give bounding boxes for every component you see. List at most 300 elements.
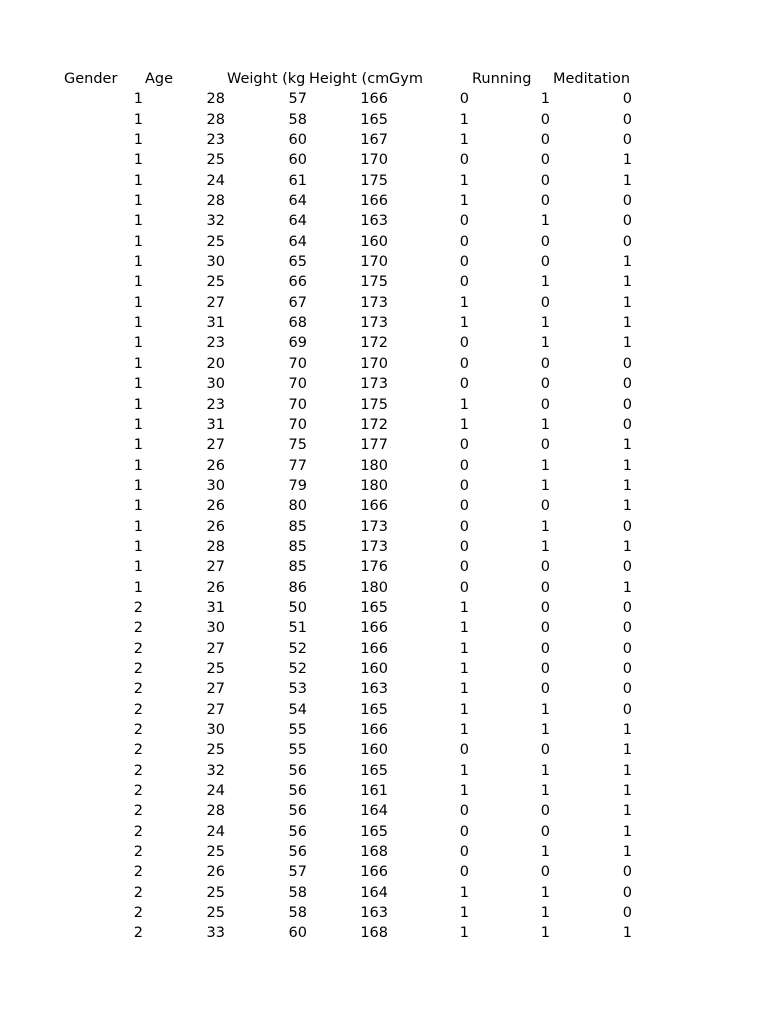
table-row: [0, 293, 768, 313]
table-cell-gender: 1: [133, 315, 143, 332]
table-cell-weight: 70: [288, 376, 307, 393]
table-cell-age: 28: [206, 538, 225, 555]
table-cell-meditation: 1: [622, 823, 632, 840]
table-row: [0, 476, 768, 496]
table-cell-meditation: 0: [622, 884, 632, 901]
column-header-height: Height (cm: [309, 71, 389, 87]
table-cell-meditation: 1: [622, 498, 632, 515]
table-cell-gym: 1: [459, 315, 469, 332]
table-cell-gym: 0: [459, 274, 469, 291]
table-cell-gym: 1: [459, 111, 469, 128]
table-cell-running: 1: [540, 701, 550, 718]
table-cell-meditation: 1: [622, 762, 632, 779]
table-cell-running: 1: [540, 416, 550, 433]
table-row: [0, 923, 768, 943]
table-cell-gender: 1: [133, 416, 143, 433]
table-cell-age: 25: [206, 844, 225, 861]
table-cell-age: 25: [206, 905, 225, 922]
table-cell-weight: 68: [288, 315, 307, 332]
table-cell-age: 28: [206, 193, 225, 210]
table-body: [0, 89, 768, 943]
table-cell-gender: 1: [133, 579, 143, 596]
table-cell-running: 1: [540, 762, 550, 779]
table-row: [0, 862, 768, 882]
table-cell-height: 173: [360, 294, 388, 311]
table-cell-meditation: 0: [622, 355, 632, 372]
table-row: [0, 598, 768, 618]
table-cell-age: 23: [206, 132, 225, 149]
table-row: [0, 313, 768, 333]
table-cell-gender: 1: [133, 538, 143, 555]
table-cell-running: 0: [540, 559, 550, 576]
table-cell-gym: 1: [459, 294, 469, 311]
table-cell-gym: 0: [459, 579, 469, 596]
table-cell-running: 1: [540, 315, 550, 332]
column-header-running: Running: [472, 71, 532, 87]
table-cell-gym: 1: [459, 599, 469, 616]
table-cell-height: 166: [360, 193, 388, 210]
table-cell-height: 161: [360, 783, 388, 800]
table-cell-meditation: 1: [622, 783, 632, 800]
table-cell-weight: 58: [288, 111, 307, 128]
table-cell-weight: 50: [288, 599, 307, 616]
table-row: [0, 333, 768, 353]
table-cell-meditation: 0: [622, 416, 632, 433]
table-row: [0, 659, 768, 679]
table-cell-gym: 0: [459, 213, 469, 230]
table-cell-gym: 0: [459, 335, 469, 352]
table-row: [0, 781, 768, 801]
table-cell-age: 25: [206, 884, 225, 901]
table-cell-meditation: 0: [622, 193, 632, 210]
table-row: [0, 191, 768, 211]
table-cell-running: 0: [540, 579, 550, 596]
table-cell-height: 168: [360, 844, 388, 861]
table-row: [0, 232, 768, 252]
table-row: [0, 171, 768, 191]
table-cell-running: 0: [540, 681, 550, 698]
table-cell-gender: 1: [133, 559, 143, 576]
table-cell-height: 173: [360, 376, 388, 393]
table-cell-gym: 1: [459, 132, 469, 149]
table-cell-gender: 2: [133, 660, 143, 677]
table-cell-running: 1: [540, 335, 550, 352]
table-cell-weight: 60: [288, 132, 307, 149]
table-row: [0, 537, 768, 557]
table-cell-height: 172: [360, 335, 388, 352]
table-cell-running: 1: [540, 91, 550, 108]
table-cell-height: 172: [360, 416, 388, 433]
table-cell-gender: 1: [133, 193, 143, 210]
table-cell-age: 25: [206, 233, 225, 250]
table-cell-meditation: 0: [622, 396, 632, 413]
table-cell-running: 0: [540, 742, 550, 759]
table-cell-meditation: 0: [622, 518, 632, 535]
table-cell-height: 173: [360, 315, 388, 332]
table-cell-gym: 1: [459, 416, 469, 433]
table-cell-height: 177: [360, 437, 388, 454]
table-cell-height: 160: [360, 660, 388, 677]
table-cell-age: 23: [206, 396, 225, 413]
table-row: [0, 496, 768, 516]
table-cell-age: 30: [206, 376, 225, 393]
table-row: [0, 150, 768, 170]
table-cell-height: 166: [360, 91, 388, 108]
table-cell-gym: 0: [459, 538, 469, 555]
table-cell-gym: 0: [459, 518, 469, 535]
table-cell-weight: 65: [288, 254, 307, 271]
table-cell-age: 31: [206, 416, 225, 433]
table-cell-gym: 0: [459, 254, 469, 271]
table-cell-meditation: 0: [622, 701, 632, 718]
table-cell-gender: 1: [133, 91, 143, 108]
table-row: [0, 761, 768, 781]
table-cell-gym: 1: [459, 762, 469, 779]
table-cell-height: 163: [360, 213, 388, 230]
table-cell-gym: 1: [459, 681, 469, 698]
table-cell-meditation: 1: [622, 457, 632, 474]
table-cell-running: 1: [540, 457, 550, 474]
table-cell-meditation: 1: [622, 274, 632, 291]
table-cell-weight: 55: [288, 742, 307, 759]
table-cell-gym: 1: [459, 783, 469, 800]
table-cell-height: 167: [360, 132, 388, 149]
table-row: [0, 883, 768, 903]
table-cell-gender: 2: [133, 640, 143, 657]
table-cell-gym: 1: [459, 193, 469, 210]
table-cell-meditation: 0: [622, 660, 632, 677]
table-cell-running: 0: [540, 864, 550, 881]
table-cell-age: 28: [206, 91, 225, 108]
table-cell-age: 30: [206, 722, 225, 738]
table-cell-meditation: 0: [622, 132, 632, 149]
table-cell-running: 0: [540, 132, 550, 149]
table-cell-age: 20: [206, 355, 225, 372]
table-cell-age: 28: [206, 803, 225, 820]
table-cell-meditation: 0: [622, 213, 632, 230]
table-cell-age: 26: [206, 579, 225, 596]
header-row: [0, 69, 768, 89]
table-cell-gym: 0: [459, 233, 469, 250]
table-cell-weight: 64: [288, 213, 307, 230]
table-cell-running: 1: [540, 844, 550, 861]
table-cell-weight: 86: [288, 579, 307, 596]
table-cell-gym: 0: [459, 823, 469, 840]
table-cell-meditation: 1: [622, 803, 632, 820]
table-cell-running: 0: [540, 599, 550, 616]
table-cell-age: 27: [206, 437, 225, 454]
table-cell-height: 165: [360, 762, 388, 779]
table-cell-height: 176: [360, 559, 388, 576]
table-cell-weight: 79: [288, 477, 307, 494]
table-cell-age: 30: [206, 620, 225, 637]
table-cell-height: 165: [360, 111, 388, 128]
table-cell-height: 165: [360, 823, 388, 840]
column-header-meditation: Meditation: [553, 71, 631, 87]
table-cell-gender: 2: [133, 599, 143, 616]
table-cell-age: 27: [206, 559, 225, 576]
table-cell-gender: 2: [133, 905, 143, 922]
table-cell-height: 180: [360, 477, 388, 494]
table-cell-gym: 0: [459, 498, 469, 515]
table-cell-height: 173: [360, 518, 388, 535]
table-cell-weight: 52: [288, 640, 307, 657]
table-cell-weight: 56: [288, 762, 307, 779]
table-cell-gender: 1: [133, 477, 143, 494]
table-cell-weight: 54: [288, 701, 307, 718]
table-cell-height: 164: [360, 803, 388, 820]
table-cell-gender: 1: [133, 498, 143, 515]
table-cell-weight: 56: [288, 844, 307, 861]
table-cell-age: 31: [206, 315, 225, 332]
table-cell-gender: 2: [133, 783, 143, 800]
table-cell-running: 1: [540, 722, 550, 738]
table-cell-meditation: 1: [622, 844, 632, 861]
table-row: [0, 456, 768, 476]
table-cell-gym: 0: [459, 152, 469, 169]
table-cell-gender: 1: [133, 396, 143, 413]
table-cell-running: 0: [540, 193, 550, 210]
table-cell-gender: 2: [133, 884, 143, 901]
table-cell-height: 163: [360, 681, 388, 698]
table-cell-meditation: 0: [622, 864, 632, 881]
table-cell-height: 166: [360, 498, 388, 515]
table-cell-running: 1: [540, 783, 550, 800]
table-cell-age: 25: [206, 152, 225, 169]
table-cell-weight: 55: [288, 722, 307, 738]
table-cell-meditation: 1: [622, 152, 632, 169]
table-cell-gym: 1: [459, 701, 469, 718]
table-cell-meditation: 0: [622, 111, 632, 128]
table-cell-gym: 0: [459, 742, 469, 759]
table-cell-weight: 75: [288, 437, 307, 454]
table-cell-age: 25: [206, 660, 225, 677]
table-row: [0, 395, 768, 415]
table-cell-meditation: 1: [622, 477, 632, 494]
table-cell-weight: 85: [288, 538, 307, 555]
table-cell-weight: 53: [288, 681, 307, 698]
table-cell-meditation: 0: [622, 559, 632, 576]
table-cell-height: 180: [360, 457, 388, 474]
table-cell-running: 0: [540, 294, 550, 311]
table-cell-gender: 1: [133, 132, 143, 149]
table-cell-height: 166: [360, 722, 388, 738]
table-cell-meditation: 0: [622, 681, 632, 698]
table-row: [0, 252, 768, 272]
table-row: [0, 720, 768, 740]
table-cell-weight: 85: [288, 559, 307, 576]
table-cell-gender: 1: [133, 335, 143, 352]
table-cell-weight: 66: [288, 274, 307, 291]
table-cell-gender: 1: [133, 254, 143, 271]
table-cell-running: 0: [540, 803, 550, 820]
table-cell-gender: 1: [133, 355, 143, 372]
table-cell-height: 160: [360, 742, 388, 759]
table-cell-running: 0: [540, 355, 550, 372]
table-cell-weight: 60: [288, 152, 307, 169]
table-row: [0, 110, 768, 130]
table-cell-gender: 2: [133, 681, 143, 698]
table-cell-gym: 0: [459, 803, 469, 820]
table-cell-gender: 1: [133, 213, 143, 230]
table-cell-gender: 1: [133, 172, 143, 189]
table-row: [0, 700, 768, 720]
table-cell-gym: 1: [459, 620, 469, 637]
table-cell-meditation: 1: [622, 538, 632, 555]
table-cell-age: 27: [206, 640, 225, 657]
column-header-gender: Gender: [64, 71, 118, 87]
table-cell-gym: 0: [459, 376, 469, 393]
table-row: [0, 578, 768, 598]
table-cell-weight: 85: [288, 518, 307, 535]
table-cell-gender: 1: [133, 152, 143, 169]
table-cell-weight: 70: [288, 416, 307, 433]
table-cell-gym: 1: [459, 884, 469, 901]
table-cell-gender: 2: [133, 803, 143, 820]
table-cell-running: 1: [540, 925, 550, 942]
table-cell-meditation: 0: [622, 233, 632, 250]
table-row: [0, 89, 768, 109]
table-row: [0, 801, 768, 821]
table-row: [0, 618, 768, 638]
table-cell-gym: 1: [459, 925, 469, 942]
table-cell-running: 1: [540, 905, 550, 922]
table-cell-meditation: 1: [622, 254, 632, 271]
column-header-weight: Weight (kg: [227, 71, 306, 87]
table-cell-height: 168: [360, 925, 388, 942]
table-cell-gender: 1: [133, 274, 143, 291]
table-cell-age: 27: [206, 294, 225, 311]
table-cell-age: 26: [206, 457, 225, 474]
table-cell-running: 1: [540, 477, 550, 494]
table-cell-meditation: 1: [622, 294, 632, 311]
table-cell-age: 33: [206, 925, 225, 942]
table-cell-gym: 0: [459, 864, 469, 881]
table-cell-gender: 2: [133, 864, 143, 881]
table-cell-weight: 56: [288, 823, 307, 840]
table-cell-meditation: 0: [622, 640, 632, 657]
table-cell-running: 0: [540, 111, 550, 128]
table-cell-weight: 57: [288, 864, 307, 881]
table-row: [0, 435, 768, 455]
table-cell-running: 0: [540, 172, 550, 189]
table-cell-height: 170: [360, 355, 388, 372]
table-cell-meditation: 0: [622, 599, 632, 616]
table-cell-height: 166: [360, 620, 388, 637]
table-cell-running: 0: [540, 233, 550, 250]
column-header-gym: Gym: [389, 71, 423, 87]
table-cell-running: 1: [540, 538, 550, 555]
table-cell-meditation: 0: [622, 376, 632, 393]
table-cell-gender: 2: [133, 844, 143, 861]
table-cell-running: 0: [540, 254, 550, 271]
table-cell-age: 32: [206, 213, 225, 230]
table-cell-age: 30: [206, 254, 225, 271]
table-cell-gender: 2: [133, 701, 143, 718]
table-row: [0, 211, 768, 231]
table-cell-weight: 58: [288, 884, 307, 901]
table-cell-age: 26: [206, 518, 225, 535]
table-cell-age: 23: [206, 335, 225, 352]
table-cell-weight: 51: [288, 620, 307, 637]
table-cell-gender: 2: [133, 762, 143, 779]
table-cell-weight: 57: [288, 91, 307, 108]
table-cell-height: 166: [360, 640, 388, 657]
table-cell-age: 30: [206, 477, 225, 494]
table-cell-age: 25: [206, 274, 225, 291]
table-cell-gym: 1: [459, 722, 469, 738]
table-cell-weight: 77: [288, 457, 307, 474]
table-cell-meditation: 1: [622, 579, 632, 596]
table-cell-gender: 2: [133, 925, 143, 942]
table-cell-weight: 61: [288, 172, 307, 189]
table-cell-gym: 0: [459, 355, 469, 372]
table-cell-gym: 0: [459, 477, 469, 494]
table-cell-height: 170: [360, 254, 388, 271]
table-cell-gym: 0: [459, 437, 469, 454]
table-row: [0, 354, 768, 374]
table-cell-gender: 1: [133, 233, 143, 250]
table-cell-running: 1: [540, 274, 550, 291]
table-cell-age: 24: [206, 172, 225, 189]
table-cell-height: 166: [360, 864, 388, 881]
table-cell-meditation: 1: [622, 315, 632, 332]
table-cell-meditation: 1: [622, 722, 632, 738]
table-cell-gender: 2: [133, 620, 143, 637]
table-cell-height: 175: [360, 274, 388, 291]
table-cell-height: 175: [360, 396, 388, 413]
table-cell-weight: 70: [288, 396, 307, 413]
table-cell-running: 0: [540, 376, 550, 393]
table-cell-running: 0: [540, 498, 550, 515]
column-header-age: Age: [145, 71, 174, 87]
table-cell-meditation: 0: [622, 91, 632, 108]
table-cell-age: 24: [206, 783, 225, 800]
table-cell-age: 26: [206, 864, 225, 881]
table-cell-gym: 0: [459, 559, 469, 576]
table-row: [0, 679, 768, 699]
table-cell-meditation: 0: [622, 905, 632, 922]
table-cell-meditation: 0: [622, 620, 632, 637]
table-cell-gym: 1: [459, 640, 469, 657]
table-row: [0, 842, 768, 862]
table-row: [0, 639, 768, 659]
table-cell-running: 0: [540, 437, 550, 454]
table-row: [0, 415, 768, 435]
table-cell-height: 173: [360, 538, 388, 555]
table-cell-age: 25: [206, 742, 225, 759]
table-cell-age: 27: [206, 681, 225, 698]
table-cell-weight: 69: [288, 335, 307, 352]
table-cell-gym: 1: [459, 905, 469, 922]
table-cell-meditation: 1: [622, 437, 632, 454]
table-cell-age: 26: [206, 498, 225, 515]
table-cell-weight: 58: [288, 905, 307, 922]
table-cell-gender: 1: [133, 376, 143, 393]
table-row: [0, 517, 768, 537]
table-cell-gender: 2: [133, 823, 143, 840]
table-cell-meditation: 1: [622, 335, 632, 352]
table-cell-height: 160: [360, 233, 388, 250]
table-cell-gender: 1: [133, 294, 143, 311]
table-cell-weight: 56: [288, 803, 307, 820]
table-row: [0, 822, 768, 842]
table-cell-gender: 1: [133, 518, 143, 535]
table-row: [0, 903, 768, 923]
table-cell-height: 163: [360, 905, 388, 922]
table-row: [0, 557, 768, 577]
spreadsheet-table: [0, 69, 768, 944]
